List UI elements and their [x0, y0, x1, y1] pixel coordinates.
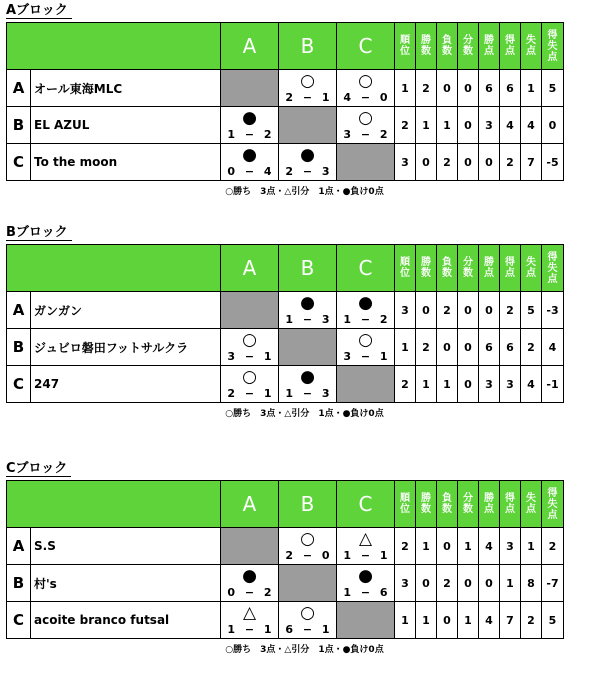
self-match-cell	[337, 144, 395, 181]
match-result-cell	[279, 292, 337, 329]
header-stat	[395, 481, 416, 528]
header-stat-char: 点	[484, 46, 494, 57]
stat-value: 0	[458, 144, 479, 181]
result-symbol: ●	[242, 566, 257, 586]
team-row	[7, 70, 564, 107]
stat-value: -5	[542, 144, 564, 181]
header-stat-char: 位	[400, 504, 410, 515]
header-team-b: B	[279, 23, 337, 70]
standings-table	[6, 244, 564, 403]
header-stat-char: 失	[526, 493, 536, 504]
header-team-c: C	[337, 23, 395, 70]
header-stat-char: 数	[442, 268, 452, 279]
header-stat-char: 点	[505, 46, 515, 57]
header-team-a: A	[221, 23, 279, 70]
stat-value: 2	[395, 366, 416, 403]
match-result-cell	[337, 329, 395, 366]
match-result-cell	[279, 602, 337, 639]
header-stat-char: 数	[463, 46, 473, 57]
header-stat-char: 位	[400, 46, 410, 57]
header-stat	[458, 23, 479, 70]
match-score: 1 − 2	[343, 313, 388, 326]
stat-value: 4	[542, 329, 564, 366]
result-symbol: △	[242, 603, 257, 623]
points-legend: ○勝ち 3点・△引分 1点・●負け0点	[225, 187, 384, 197]
team-row	[7, 565, 564, 602]
header-stat-char: 分	[463, 493, 473, 504]
result-symbol: ●	[242, 145, 257, 165]
self-match-cell	[221, 528, 279, 565]
header-stat-char: 点	[526, 46, 536, 57]
header-stat-char: 負	[442, 35, 452, 46]
match-score: 0 − 2	[227, 586, 272, 599]
team-name: ジュビロ磐田フットサルクラ	[31, 329, 221, 366]
stat-value: 0	[458, 329, 479, 366]
stat-value: 0	[479, 144, 500, 181]
team-name: S.S	[31, 528, 221, 565]
header-stat	[521, 245, 542, 292]
header-stat-char: 点	[547, 51, 558, 63]
stat-value: 3	[395, 292, 416, 329]
match-score: 3 − 1	[227, 350, 272, 363]
header-stat	[458, 481, 479, 528]
stat-value: 1	[437, 107, 458, 144]
header-stat	[521, 481, 542, 528]
result-symbol: ●	[300, 145, 315, 165]
result-symbol: △	[358, 529, 373, 549]
result-symbol: ●	[358, 293, 373, 313]
match-result-cell	[337, 70, 395, 107]
stat-value: 0	[542, 107, 564, 144]
header-stat-char: 順	[400, 35, 410, 46]
team-row	[7, 292, 564, 329]
header-corner	[7, 23, 221, 70]
stat-value: 6	[500, 70, 521, 107]
match-result-cell	[337, 565, 395, 602]
stat-value: 1	[416, 602, 437, 639]
team-key: C	[7, 144, 31, 181]
stat-value: 6	[479, 329, 500, 366]
stat-value: 0	[458, 565, 479, 602]
match-result-cell	[279, 366, 337, 403]
header-stat-char: 失	[547, 40, 558, 52]
stat-value: 1	[416, 107, 437, 144]
stat-value: 0	[437, 70, 458, 107]
result-symbol: ○	[242, 367, 257, 387]
header-stat-char: 数	[421, 504, 431, 515]
stat-value: 7	[521, 144, 542, 181]
header-stat	[542, 23, 564, 70]
header-stat	[395, 245, 416, 292]
stat-value: 3	[500, 366, 521, 403]
block-1	[6, 4, 603, 219]
stat-value: 1	[416, 528, 437, 565]
stat-value: 0	[458, 292, 479, 329]
standings-table	[6, 480, 564, 639]
stat-value: 3	[479, 107, 500, 144]
header-stat-char: 勝	[484, 493, 494, 504]
header-stat-char: 得	[547, 251, 558, 263]
stat-value: 2	[500, 292, 521, 329]
team-key: B	[7, 107, 31, 144]
stat-value: -1	[542, 366, 564, 403]
header-team-c: C	[337, 481, 395, 528]
header-team-a: A	[221, 245, 279, 292]
header-stat-char: 勝	[421, 493, 431, 504]
match-result-cell	[221, 107, 279, 144]
points-legend: ○勝ち 3点・△引分 1点・●負け0点	[225, 645, 384, 655]
stat-value: 1	[395, 602, 416, 639]
stat-value: 0	[416, 292, 437, 329]
header-stat	[458, 245, 479, 292]
stat-value: 4	[479, 602, 500, 639]
header-team-a: A	[221, 481, 279, 528]
team-name: 247	[31, 366, 221, 403]
header-corner	[7, 245, 221, 292]
stat-value: 7	[500, 602, 521, 639]
result-symbol: ○	[358, 330, 373, 350]
stat-value: 5	[542, 602, 564, 639]
block-3	[6, 462, 603, 677]
header-stat-char: 失	[526, 35, 536, 46]
stat-value: 3	[500, 528, 521, 565]
match-score: 2 − 1	[227, 387, 272, 400]
stat-value: 2	[542, 528, 564, 565]
team-row	[7, 144, 564, 181]
match-result-cell	[337, 292, 395, 329]
stat-value: 2	[395, 107, 416, 144]
self-match-cell	[337, 602, 395, 639]
result-symbol: ●	[242, 108, 257, 128]
header-stat	[479, 23, 500, 70]
header-stat	[437, 481, 458, 528]
stat-value: 0	[437, 602, 458, 639]
match-result-cell	[221, 366, 279, 403]
match-score: 3 − 2	[343, 128, 388, 141]
points-legend: ○勝ち 3点・△引分 1点・●負け0点	[225, 409, 384, 419]
stat-value: -3	[542, 292, 564, 329]
header-stat-char: 点	[484, 268, 494, 279]
header-stat-char: 数	[442, 504, 452, 515]
team-row	[7, 366, 564, 403]
block-title: Aブロック	[6, 4, 72, 19]
header-stat	[479, 481, 500, 528]
header-stat-char: 勝	[421, 35, 431, 46]
result-symbol: ○	[300, 529, 315, 549]
stat-value: 2	[395, 528, 416, 565]
team-key: C	[7, 602, 31, 639]
header-stat	[500, 245, 521, 292]
stat-value: 2	[500, 144, 521, 181]
block-title: Bブロック	[6, 226, 72, 241]
header-stat-char: 位	[400, 268, 410, 279]
stat-value: 2	[521, 602, 542, 639]
header-stat-char: 分	[463, 35, 473, 46]
stat-value: 0	[458, 70, 479, 107]
stat-value: 4	[521, 107, 542, 144]
result-symbol: ○	[300, 603, 315, 623]
team-name: To the moon	[31, 144, 221, 181]
header-stat	[416, 481, 437, 528]
stat-value: 0	[479, 292, 500, 329]
header-row	[7, 245, 564, 292]
stat-value: 0	[479, 565, 500, 602]
self-match-cell	[337, 366, 395, 403]
match-score: 4 − 0	[343, 91, 388, 104]
match-score: 2 − 3	[285, 165, 330, 178]
stat-value: 6	[500, 329, 521, 366]
match-result-cell	[279, 144, 337, 181]
result-symbol: ●	[358, 566, 373, 586]
team-row	[7, 528, 564, 565]
stat-value: 2	[416, 329, 437, 366]
match-result-cell	[221, 602, 279, 639]
header-stat-char: 順	[400, 257, 410, 268]
stat-value: 1	[500, 565, 521, 602]
match-score: 0 − 4	[227, 165, 272, 178]
stat-value: 4	[479, 528, 500, 565]
header-stat-char: 得	[547, 29, 558, 41]
stat-value: 3	[479, 366, 500, 403]
stat-value: 2	[437, 144, 458, 181]
header-row	[7, 23, 564, 70]
stat-value: 1	[416, 366, 437, 403]
match-score: 1 − 6	[343, 586, 388, 599]
match-score: 1 − 3	[285, 313, 330, 326]
match-result-cell	[221, 565, 279, 602]
stat-value: 0	[416, 144, 437, 181]
header-stat-char: 数	[421, 46, 431, 57]
header-stat-char: 数	[463, 504, 473, 515]
result-symbol: ○	[242, 330, 257, 350]
stat-value: 8	[521, 565, 542, 602]
header-stat	[437, 245, 458, 292]
stat-value: 5	[521, 292, 542, 329]
stat-value: 0	[458, 366, 479, 403]
self-match-cell	[279, 107, 337, 144]
team-key: A	[7, 292, 31, 329]
stat-value: 4	[521, 366, 542, 403]
stat-value: 0	[437, 329, 458, 366]
stat-value: 5	[542, 70, 564, 107]
stat-value: 2	[437, 292, 458, 329]
header-stat-char: 点	[547, 509, 558, 521]
match-result-cell	[337, 107, 395, 144]
result-symbol: ○	[300, 71, 315, 91]
team-key: A	[7, 528, 31, 565]
header-stat-char: 負	[442, 493, 452, 504]
match-score: 6 − 1	[285, 623, 330, 636]
result-symbol: ○	[358, 108, 373, 128]
team-key: C	[7, 366, 31, 403]
header-stat	[395, 23, 416, 70]
header-stat-char: 得	[547, 487, 558, 499]
stat-value: 4	[500, 107, 521, 144]
match-score: 3 − 1	[343, 350, 388, 363]
standings-table	[6, 22, 564, 181]
result-symbol: ○	[358, 71, 373, 91]
header-stat-char: 得	[505, 257, 515, 268]
stat-value: 2	[521, 329, 542, 366]
stat-value: 1	[395, 329, 416, 366]
team-name: acoite branco futsal	[31, 602, 221, 639]
header-stat-char: 数	[463, 268, 473, 279]
stat-value: -7	[542, 565, 564, 602]
stat-value: 3	[395, 565, 416, 602]
header-stat-char: 数	[442, 46, 452, 57]
result-symbol: ●	[300, 293, 315, 313]
match-result-cell	[221, 144, 279, 181]
header-stat	[542, 245, 564, 292]
self-match-cell	[279, 565, 337, 602]
header-stat	[521, 23, 542, 70]
header-stat-char: 点	[547, 273, 558, 285]
header-team-c: C	[337, 245, 395, 292]
match-result-cell	[279, 528, 337, 565]
header-stat-char: 勝	[421, 257, 431, 268]
header-stat	[542, 481, 564, 528]
stat-value: 3	[395, 144, 416, 181]
block-title: Cブロック	[6, 462, 71, 477]
match-result-cell	[337, 528, 395, 565]
header-stat-char: 失	[547, 498, 558, 510]
header-stat	[416, 23, 437, 70]
header-stat-char: 負	[442, 257, 452, 268]
match-result-cell	[221, 329, 279, 366]
team-key: A	[7, 70, 31, 107]
header-stat-char: 失	[547, 262, 558, 274]
match-score: 1 − 2	[227, 128, 272, 141]
header-stat	[500, 23, 521, 70]
header-stat-char: 数	[421, 268, 431, 279]
header-stat-char: 点	[526, 268, 536, 279]
team-row	[7, 602, 564, 639]
match-score: 1 − 3	[285, 387, 330, 400]
stat-value: 0	[458, 107, 479, 144]
team-name: ガンガン	[31, 292, 221, 329]
team-row	[7, 107, 564, 144]
team-row	[7, 329, 564, 366]
header-stat-char: 点	[505, 504, 515, 515]
header-stat-char: 勝	[484, 257, 494, 268]
stat-value: 1	[458, 528, 479, 565]
header-team-b: B	[279, 481, 337, 528]
header-stat	[500, 481, 521, 528]
header-stat-char: 点	[505, 268, 515, 279]
header-stat-char: 点	[484, 504, 494, 515]
header-stat	[437, 23, 458, 70]
self-match-cell	[279, 329, 337, 366]
header-corner	[7, 481, 221, 528]
header-stat-char: 失	[526, 257, 536, 268]
header-stat-char: 点	[526, 504, 536, 515]
team-key: B	[7, 565, 31, 602]
header-stat-char: 得	[505, 493, 515, 504]
self-match-cell	[221, 70, 279, 107]
stat-value: 1	[437, 366, 458, 403]
header-team-b: B	[279, 245, 337, 292]
header-stat	[479, 245, 500, 292]
stat-value: 0	[437, 528, 458, 565]
header-stat	[416, 245, 437, 292]
match-score: 2 − 1	[285, 91, 330, 104]
header-stat-char: 勝	[484, 35, 494, 46]
stat-value: 1	[395, 70, 416, 107]
stat-value: 1	[458, 602, 479, 639]
header-stat-char: 得	[505, 35, 515, 46]
header-row	[7, 481, 564, 528]
team-name: EL AZUL	[31, 107, 221, 144]
match-score: 1 − 1	[343, 549, 388, 562]
result-symbol: ●	[300, 367, 315, 387]
header-stat-char: 分	[463, 257, 473, 268]
team-name: オール東海MLC	[31, 70, 221, 107]
match-result-cell	[279, 70, 337, 107]
stat-value: 6	[479, 70, 500, 107]
match-score: 1 − 1	[227, 623, 272, 636]
self-match-cell	[221, 292, 279, 329]
stat-value: 0	[416, 565, 437, 602]
stat-value: 1	[521, 70, 542, 107]
stat-value: 2	[416, 70, 437, 107]
header-stat-char: 順	[400, 493, 410, 504]
match-score: 2 − 0	[285, 549, 330, 562]
stat-value: 2	[437, 565, 458, 602]
stat-value: 1	[521, 528, 542, 565]
team-name: 村's	[31, 565, 221, 602]
team-key: B	[7, 329, 31, 366]
block-2	[6, 226, 603, 441]
